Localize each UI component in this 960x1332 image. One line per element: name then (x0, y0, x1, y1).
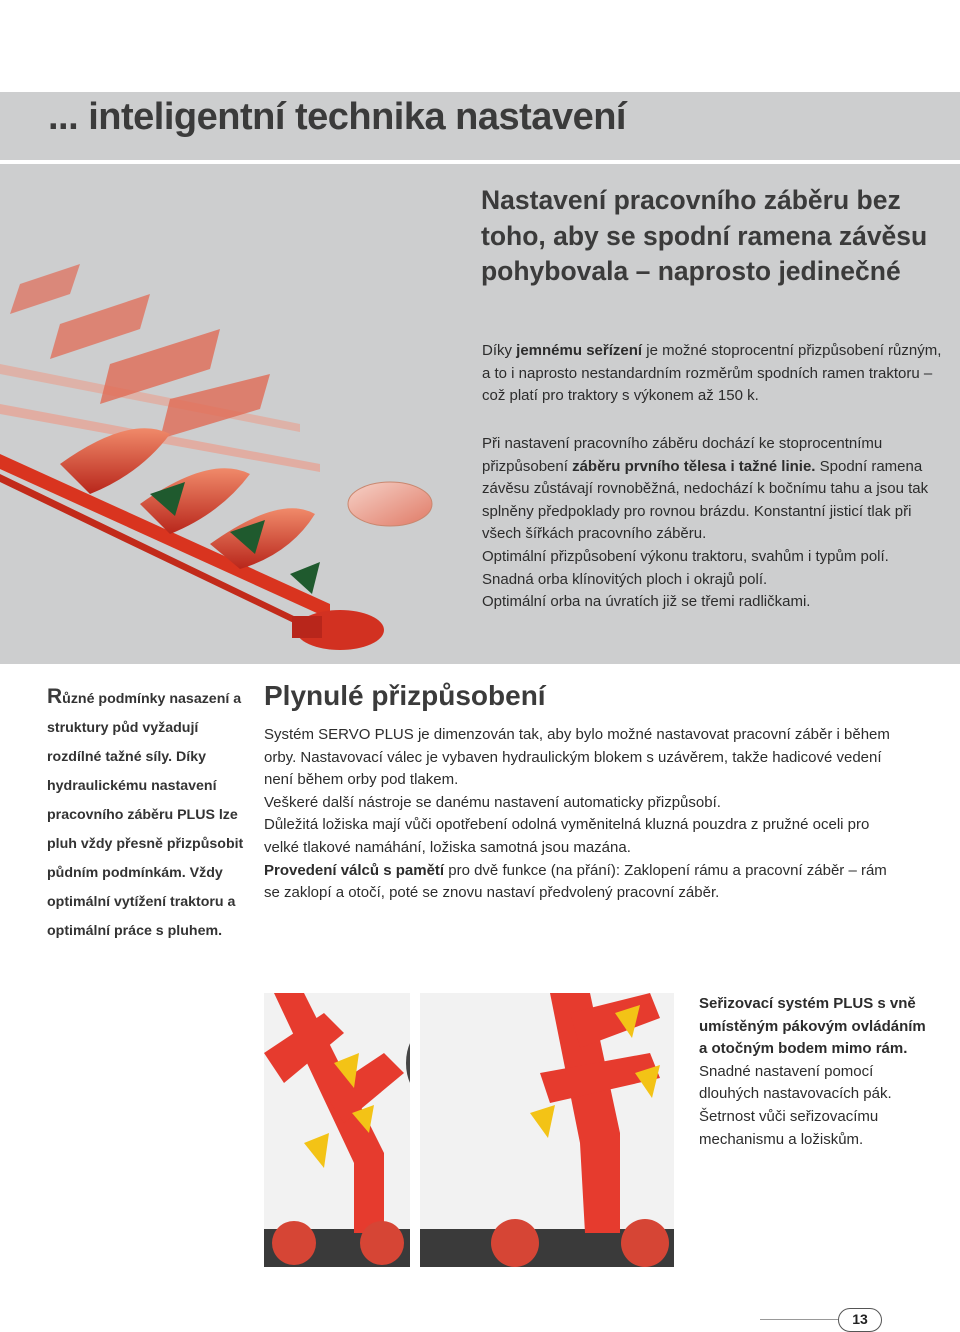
intro-paragraph-5: Optimální orba na úvratích již se třemi radličkami. (482, 593, 811, 611)
plough-photo-left (264, 993, 410, 1267)
plough-illustration (0, 164, 470, 664)
section-paragraph-2: Veškeré další nástroje se danému nastavení automaticky přizpůsobí. (264, 793, 721, 811)
photo-caption: Seřizovací systém PLUS s vně umístěným pákovým ovládáním a otočným bodem mimo rám. Snadné nastavení pomocí dlouhých nastavovacích pák. Šetrnost vůči seřizovacímu mechanismu a ložiskům. (699, 995, 926, 1148)
section-body (264, 724, 904, 905)
section-paragraph-4: Provedení válců s pamětí pro dvě funkce (na přání): Zaklopení rámu a pracovní záběr – rám se zaklopí a otočí, poté se znovu nastaví předvolený pracovní záběr. (264, 861, 887, 902)
page-rule (760, 1319, 838, 1320)
section-paragraph-1: Systém SERVO PLUS je dimenzován tak, aby bylo možné nastavovat pracovní záběr i během orby. Nastavovací válec je vybaven hydraulickým blokem s uzávěrem, takže hadicové vedení není během orby pod tlakem. (264, 726, 890, 789)
plough-photo-right (420, 993, 674, 1267)
intro-paragraph-4: Snadná orba klínovitých ploch i okrajů polí. (482, 570, 768, 588)
intro-headline: Nastavení pracovního záběru bez toho, aby se spodní ramena závěsu pohybovala – naprosto jedinečné (481, 185, 928, 286)
sidebar-text: Různé podmínky nasazení a struktury půd vyžadují rozdílné tažné síly. Díky hydraulickému nastavení pracovního záběru PLUS lze pluh vždy přesně přizpůsobit půdním podmínkám. Vždy optimální vytížení traktoru a optimální práce s pluhem. (47, 685, 244, 939)
section-heading: Plynulé přizpůsobení (264, 680, 546, 711)
intro-paragraph-1: Díky jemnému seřízení je možné stoprocentní přizpůsobení různým, a to i naprosto nestandardním rozměrům spodních ramen traktoru – což platí pro traktory s výkonem až 150 k. (482, 342, 942, 405)
section-paragraph-3: Důležitá ložiska mají vůči opotřebení odolná vyměnitelná kluzná pouzdra z pružné oceli pro velké tlakové namáhání, ložiska samotná jsou mazána. (264, 816, 870, 856)
intro-paragraph-3: Optimální přizpůsobení výkonu traktoru, svahům i typům polí. (482, 547, 889, 565)
page-number: 13 (838, 1308, 882, 1332)
page-title: ... inteligentní technika nastavení (48, 96, 626, 138)
intro-paragraph-2: Při nastavení pracovního záběru dochází ke stoprocentnímu přizpůsobení záběru prvního tělesa i tažné linie. Spodní ramena závěsu zůstávají rovnoběžná, nedochází k bočnímu tahu a jsou tak splněny předpoklady pro rovnou brázdu. Konstantní jisticí tlak při všech šířkách pracovního záběru. Optimální přizpůsobení výkonu traktoru, svahům i typům polí. Snadná orba klínovitých ploch i okrajů polí. Optimální orba na úvratích již se třemi radličkami. (482, 433, 942, 614)
drop-cap: R (47, 685, 63, 708)
